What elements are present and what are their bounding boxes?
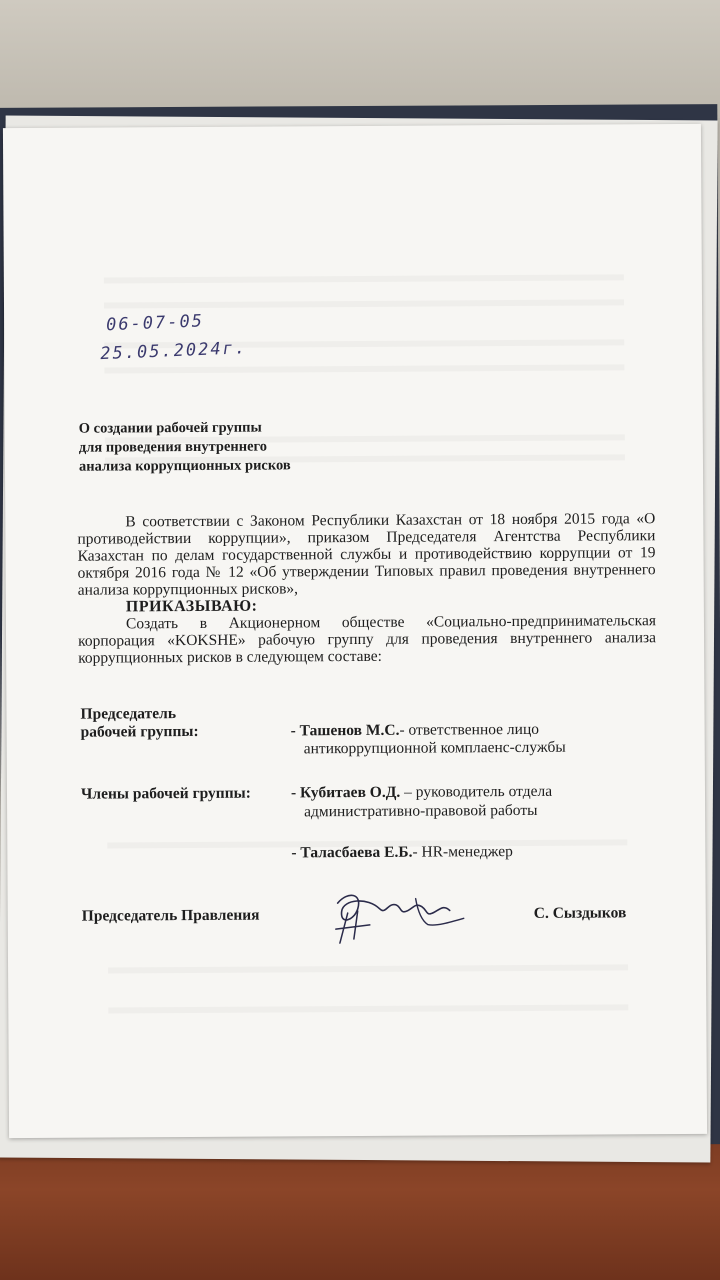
title-line: О создании рабочей группы [78,419,262,437]
member1-entry [291,783,552,803]
chair-name: - Ташенов М.С. [290,721,400,740]
show-through-line [108,1004,628,1013]
chair-role: - ответственное лицо [399,720,540,739]
order-word: ПРИКАЗЫВАЮ: [125,597,258,616]
signer-name: С. Сыздыков [533,904,627,922]
handwritten-code: 06-07-05 [105,311,205,336]
document-title [79,418,291,476]
member2-role: - HR-менеджер [412,843,513,861]
chair-entry [291,721,539,741]
member2-entry [291,843,513,862]
document-page [3,124,707,1138]
chair-label-line1: Председатель [80,705,177,723]
member1-name: - Кубитаев О.Д. [290,783,401,802]
order-paragraph: Создать в Акционерном обществе «Социально-предпринимательская корпорация «KOKSHE» рабочую группу для проведения внутреннего анализа коррупционных рисков в следующем составе: [78,612,657,667]
member1-role-line2: административно-правовой работы [304,801,538,821]
document-body [77,510,656,667]
preamble-paragraph: В соответствии с Законом Республики Казахстан от 18 ноября 2015 года «О противодействии коррупции», приказом Председателя Агентства Республики Казахстан по делам государственной службы и противодействию коррупции от 19 октября 2016 года № 12 «Об утверждении Типовых правил проведения внутреннего анализа коррупционных рисков», [77,510,656,599]
show-through-line [104,299,624,308]
show-through-line [104,274,624,283]
show-through-line [108,964,628,973]
title-line: для проведения внутреннего [78,438,268,456]
show-through-line [104,364,624,373]
handwritten-date: 25.05.2024г. [99,338,248,365]
chair-label-line2: рабочей группы: [80,722,199,741]
chair-role-line2: антикоррупционной комплаенс-службы [303,738,566,758]
member1-role: – руководитель отдела [400,782,553,801]
signer-title: Председатель Правления [81,906,260,925]
title-line: анализа коррупционных рисков [78,457,291,475]
background-wall [0,0,720,118]
members-label: Члены рабочей группы: [80,784,251,803]
signature-image [318,880,468,951]
member2-name: - Таласбаева Е.Б. [291,843,413,862]
